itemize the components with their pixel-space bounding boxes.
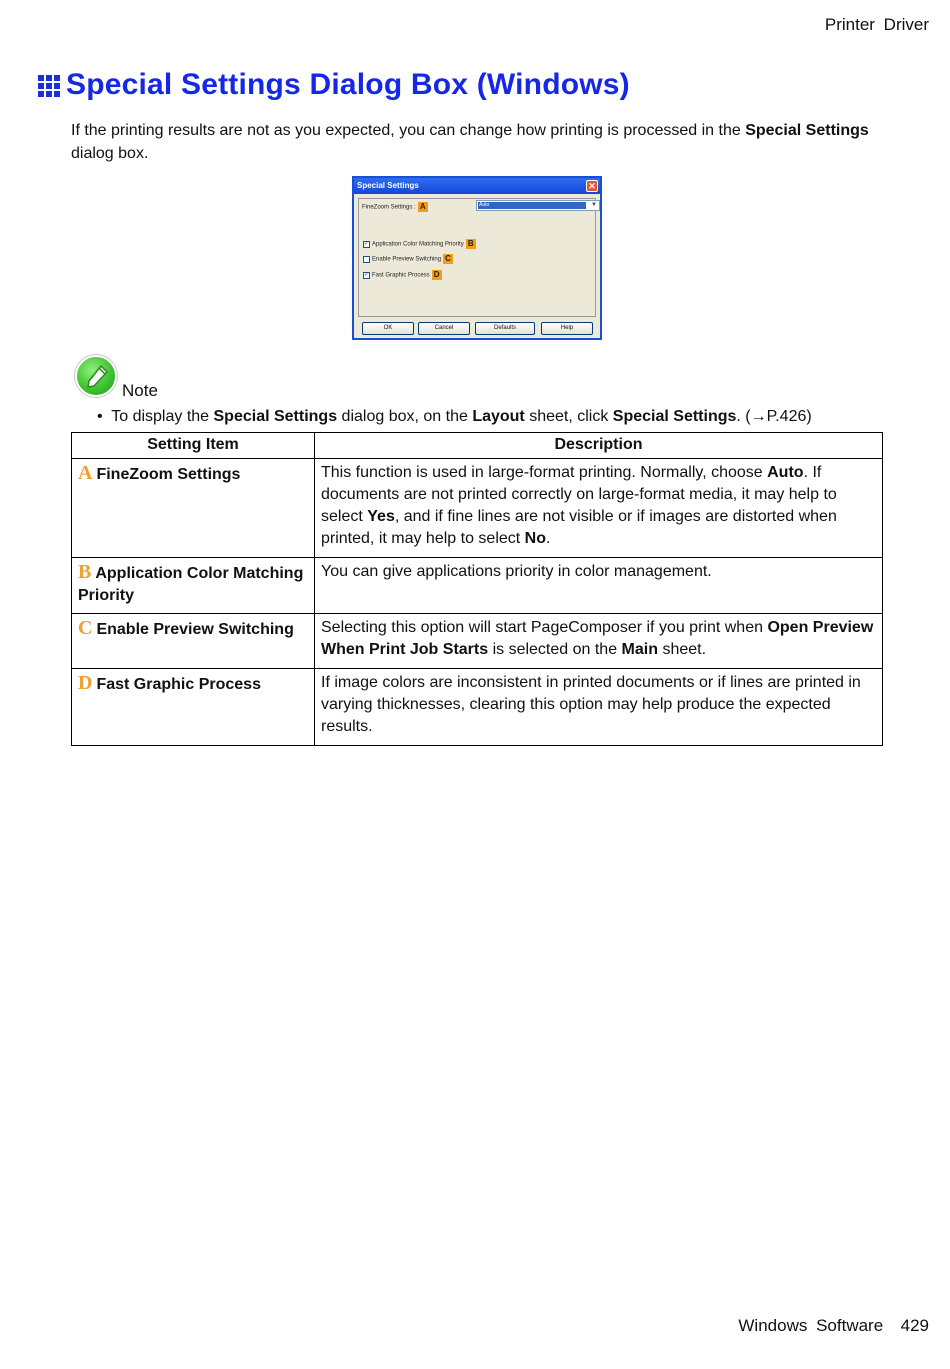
option-app-color[interactable]	[363, 239, 476, 249]
special-settings-dialog	[352, 176, 602, 340]
marker-a: A	[418, 202, 428, 212]
dialog-titlebar	[354, 178, 600, 194]
table-row	[72, 459, 883, 558]
intro-bold: Special Settings	[745, 122, 869, 139]
option-label: Application Color Matching Priority	[372, 241, 464, 248]
note-link[interactable]: . (→P.426)	[736, 408, 812, 425]
marker-b: B	[466, 239, 476, 249]
option-label: Enable Preview Switching	[372, 256, 442, 263]
item-cell	[72, 669, 315, 746]
finezoom-label-text: FineZoom Settings :	[362, 204, 416, 211]
finezoom-label	[362, 202, 428, 212]
chevron-down-icon: ▼	[591, 202, 597, 208]
help-button[interactable]: Help	[541, 322, 593, 335]
pencil-icon	[75, 355, 117, 397]
table-row	[72, 669, 883, 746]
checkbox-fast-graphic[interactable]: ✓	[364, 271, 370, 278]
option-fast-graphic[interactable]	[363, 270, 442, 280]
page-footer	[738, 1316, 929, 1336]
dialog-panel	[358, 198, 596, 317]
defaults-button[interactable]: Defaults	[475, 322, 535, 335]
marker-letter: B	[78, 561, 92, 583]
item-name: FineZoom Settings	[96, 466, 241, 483]
finezoom-select-value: Auto	[478, 202, 586, 209]
page-number: 429	[900, 1316, 929, 1335]
description-cell: This function is used in large-format printing. Normally, choose Auto. If documents are not printed correctly on large-format media, it may help to select Yes, and if fine lines are not visible or if images are distorted when printed, it may help to select No.	[315, 459, 883, 558]
intro-text-end: dialog box.	[71, 145, 149, 162]
marker-letter: A	[78, 462, 93, 484]
footer-section: Windows Software	[738, 1316, 884, 1335]
page-title: Special Settings Dialog Box (Windows)	[66, 68, 630, 101]
dialog-title: Special Settings	[357, 181, 419, 190]
marker-letter: D	[78, 672, 93, 694]
option-preview-switch[interactable]	[363, 254, 453, 264]
note-bullet	[97, 407, 812, 427]
description-cell: You can give applications priority in color management.	[315, 558, 883, 614]
note-text: sheet, click	[524, 408, 613, 425]
note-label: Note	[122, 381, 158, 400]
table-row	[72, 558, 883, 614]
marker-c: C	[443, 254, 453, 264]
marker-d: D	[432, 270, 442, 280]
header-setting-item: Setting Item	[72, 433, 315, 459]
item-name: Application Color Matching Priority	[78, 565, 304, 604]
running-head: Printer Driver	[824, 15, 929, 34]
note-bold: Layout	[472, 408, 525, 425]
title-block	[38, 68, 630, 102]
finezoom-select[interactable]	[476, 200, 600, 211]
item-name: Fast Graphic Process	[96, 676, 261, 693]
grid-icon	[38, 75, 60, 97]
note-text: dialog box, on the	[337, 408, 473, 425]
bullet-glyph: •	[97, 408, 103, 425]
note-bold: Special Settings	[213, 408, 338, 425]
checkbox-preview-switch[interactable]	[363, 256, 370, 263]
option-label: Fast Graphic Process	[372, 272, 430, 279]
description-cell: Selecting this option will start PageComposer if you print when Open Preview When Print Job Starts is selected on the Main sheet.	[315, 614, 883, 669]
checkbox-app-color[interactable]: ✓	[364, 240, 370, 247]
item-name: Enable Preview Switching	[96, 621, 294, 638]
item-cell	[72, 558, 315, 614]
item-cell	[72, 614, 315, 669]
description-cell: If image colors are inconsistent in printed documents or if lines are printed in varying thicknesses, clearing this option may help produce the expected results.	[315, 669, 883, 746]
note-text: To display the	[111, 408, 214, 425]
ok-button[interactable]: OK	[362, 322, 414, 335]
item-cell	[72, 459, 315, 558]
table-header-row	[72, 433, 883, 459]
cancel-button[interactable]: Cancel	[418, 322, 470, 335]
settings-table	[71, 432, 883, 746]
marker-letter: C	[78, 617, 93, 639]
intro-paragraph	[71, 119, 871, 165]
table-row	[72, 614, 883, 669]
close-icon[interactable]: ✕	[586, 180, 598, 192]
header-description: Description	[315, 433, 883, 459]
note-bold: Special Settings	[612, 408, 737, 425]
intro-text: If the printing results are not as you expected, you can change how printing is processed in the	[71, 122, 746, 139]
